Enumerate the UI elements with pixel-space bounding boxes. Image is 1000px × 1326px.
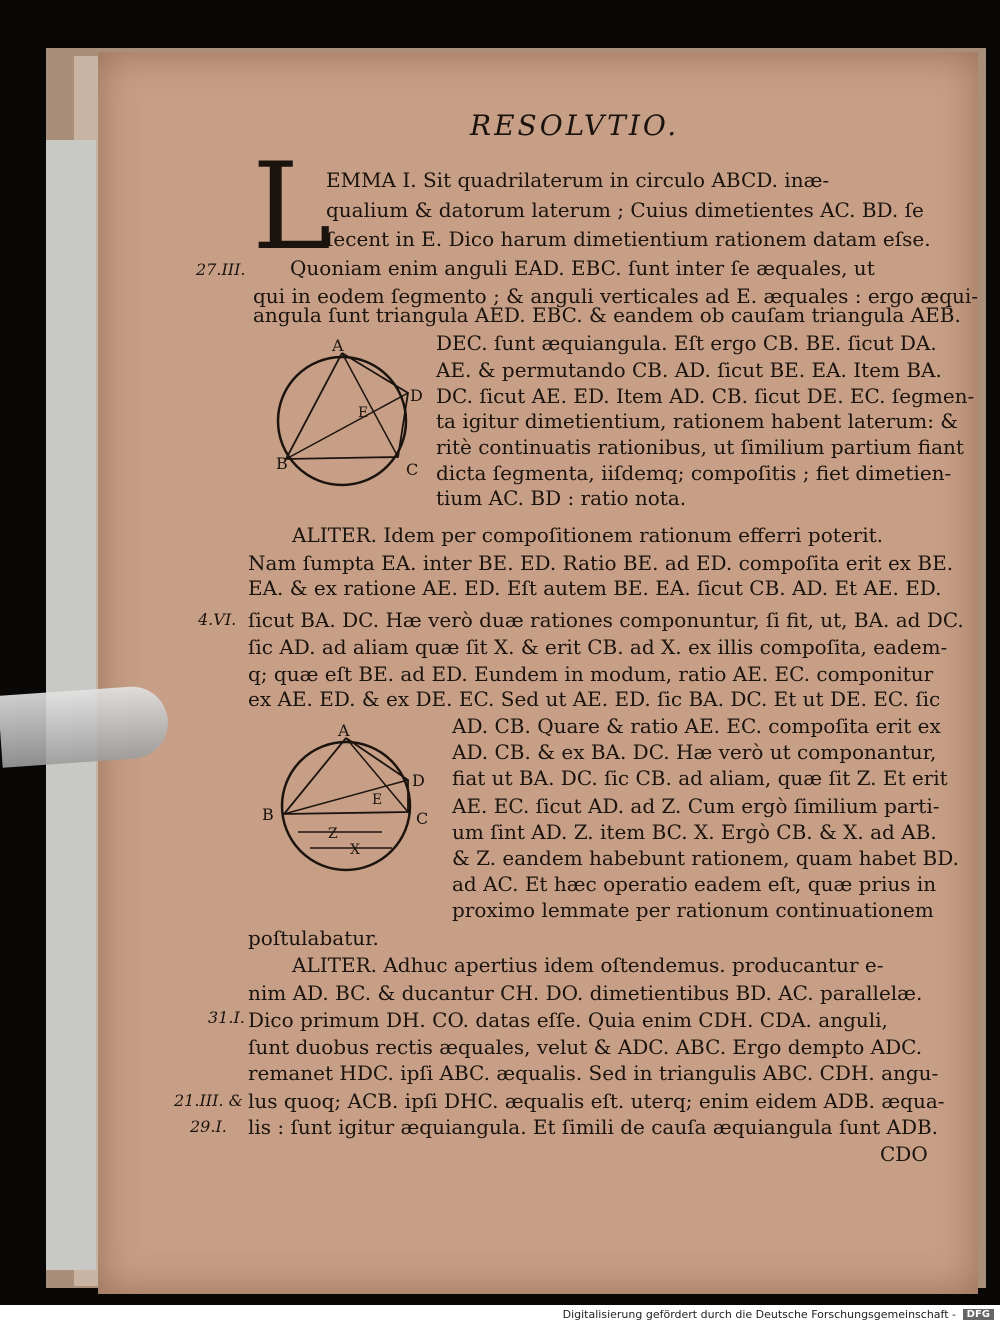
aliter1-line: fiat ut BA. DC. ſic CB. ad aliam, quæ ſit Z. Et erit bbox=[452, 766, 948, 790]
figure-2-label-a: A bbox=[338, 721, 350, 740]
page-header: RESOLVTIO. bbox=[470, 109, 680, 142]
aliter1-line: AD. CB. & ex BA. DC. Hæ verò ut componantur, bbox=[452, 740, 937, 764]
lemma-line: AE. & permutando CB. AD. ſicut BE. EA. Item BA. bbox=[436, 358, 942, 382]
lemma-line: ritè continuatis rationibus, ut ſimilium partium fiant bbox=[436, 435, 964, 459]
figure-2-label-z: Z bbox=[328, 826, 338, 842]
aliter2-line: lis : ſunt igitur æquiangula. Et ſimili de cauſa æquiangula ſunt ADB. bbox=[248, 1115, 939, 1139]
aliter2-line: lus quoq; ACB. ipſi DHC. æqualis eſt. uterq; enim eidem ADB. æqua- bbox=[248, 1089, 945, 1113]
aliter1-line: ex AE. ED. & ex DE. EC. Sed ut AE. ED. ſic BA. DC. Et ut DE. EC. ſic bbox=[248, 687, 941, 711]
page-clip bbox=[0, 684, 170, 768]
lemma-line: ta igitur dimetientium, rationem habent laterum: & bbox=[436, 409, 959, 433]
lemma-line: DEC. ſunt æquiangula. Eſt ergo CB. BE. ſicut DA. bbox=[436, 331, 937, 355]
aliter1-line: um ſint AD. Z. item BC. X. Ergò CB. & X. ad AB. bbox=[452, 820, 937, 844]
lemma-line: dicta ſegmenta, iiſdemq; compoſitis ; fiet dimetien- bbox=[436, 461, 952, 485]
figure-1-label-d: D bbox=[410, 386, 423, 405]
figure-1-circle-diagram bbox=[270, 335, 423, 495]
margin-note: 29.I. bbox=[190, 1117, 227, 1136]
aliter2-line: Dico primum DH. CO. datas eſſe. Quia enim CDH. CDA. anguli, bbox=[248, 1008, 888, 1032]
lemma-line: qui in eodem ſegmento ; & anguli verticales ad E. æquales : ergo æqui- bbox=[253, 284, 979, 308]
lemma-line: tium AC. BD : ratio nota. bbox=[436, 486, 687, 510]
aliter1-line: q; quæ eſt BE. ad ED. Eundem in modum, ratio AE. EC. componitur bbox=[248, 662, 934, 686]
lemma-line: ſecent in E. Dico harum dimetientium rationem datam eſse. bbox=[326, 227, 931, 251]
aliter1-line: ſic AD. ad aliam quæ ſit X. & erit CB. ad X. ex illis compoſita, eadem- bbox=[248, 635, 948, 659]
aliter1-line: poſtulabatur. bbox=[248, 926, 379, 950]
lemma-line: angula ſunt triangula AED. EBC. & eandem ob cauſam triangula AEB. bbox=[253, 303, 961, 327]
figure-2-label-e: E bbox=[372, 792, 383, 808]
lemma-line: EMMA I. Sit quadrilaterum in circulo ABCD. inæ- bbox=[326, 168, 830, 192]
figure-2-label-x: X bbox=[350, 842, 360, 858]
footer-credit: Digitalisierung gefördert durch die Deutsche Forschungsgemeinschaft - bbox=[562, 1308, 956, 1321]
figure-1-label-b: B bbox=[276, 454, 288, 473]
aliter1-line: proximo lemmate per rationum continuationem bbox=[452, 898, 934, 922]
lemma-line: qualium & datorum laterum ; Cuius dimetientes AC. BD. ſe bbox=[326, 198, 924, 222]
dfg-logo-icon: DFG bbox=[963, 1309, 994, 1320]
figure-1-label-c: C bbox=[406, 460, 419, 479]
margin-note: 27.III. bbox=[196, 260, 246, 279]
figure-2-circle-diagram bbox=[258, 720, 428, 880]
aliter1-line: AD. CB. Quare & ratio AE. EC. compoſita erit ex bbox=[452, 714, 941, 738]
catchword: CDO bbox=[880, 1142, 928, 1166]
aliter2-line: ſunt duobus rectis æquales, velut & ADC. ABC. Ergo dempto ADC. bbox=[248, 1035, 923, 1059]
lemma-line: DC. ſicut AE. ED. Item AD. CB. ſicut DE. EC. ſegmen- bbox=[436, 384, 975, 408]
margin-note: 31.I. bbox=[208, 1008, 245, 1027]
aliter1-line: EA. & ex ratione AE. ED. Eſt autem BE. EA. ſicut CB. AD. Et AE. ED. bbox=[248, 576, 942, 600]
aliter1-line: ALITER. Idem per compoſitionem rationum efferri poterit. bbox=[292, 523, 883, 547]
aliter2-line: nim AD. BC. & ducantur CH. DO. dimetientibus BD. AC. parallelæ. bbox=[248, 981, 923, 1005]
aliter1-line: AE. EC. ſicut AD. ad Z. Cum ergò ſimilium parti- bbox=[452, 794, 940, 818]
aliter2-line: ALITER. Adhuc apertius idem oſtendemus. producantur e- bbox=[292, 953, 884, 977]
drop-cap: L bbox=[252, 138, 332, 277]
digitization-footer bbox=[0, 1305, 1000, 1326]
aliter1-line: Nam ſumpta EA. inter BE. ED. Ratio BE. ad ED. compoſita erit ex BE. bbox=[248, 551, 954, 575]
figure-2-label-d: D bbox=[412, 771, 425, 790]
aliter1-line: & Z. eandem habebunt rationem, quam habet BD. bbox=[452, 846, 959, 870]
figure-1-label-e: E bbox=[358, 405, 369, 421]
margin-note: 4.VI. bbox=[198, 610, 237, 629]
figure-1-label-a: A bbox=[332, 336, 344, 355]
aliter1-line: ſicut BA. DC. Hæ verò duæ rationes componuntur, ſi fit, ut, BA. ad DC. bbox=[248, 608, 964, 632]
figure-2-label-b: B bbox=[262, 805, 274, 824]
lemma-line: Quoniam enim anguli EAD. EBC. ſunt inter ſe æquales, ut bbox=[290, 256, 875, 280]
aliter1-line: ad AC. Et hæc operatio eadem eſt, quæ prius in bbox=[452, 872, 937, 896]
aliter2-line: remanet HDC. ipſi ABC. æqualis. Sed in triangulis ABC. CDH. angu- bbox=[248, 1061, 939, 1085]
margin-note: 21.III. & bbox=[174, 1091, 243, 1110]
figure-2-label-c: C bbox=[416, 809, 429, 828]
